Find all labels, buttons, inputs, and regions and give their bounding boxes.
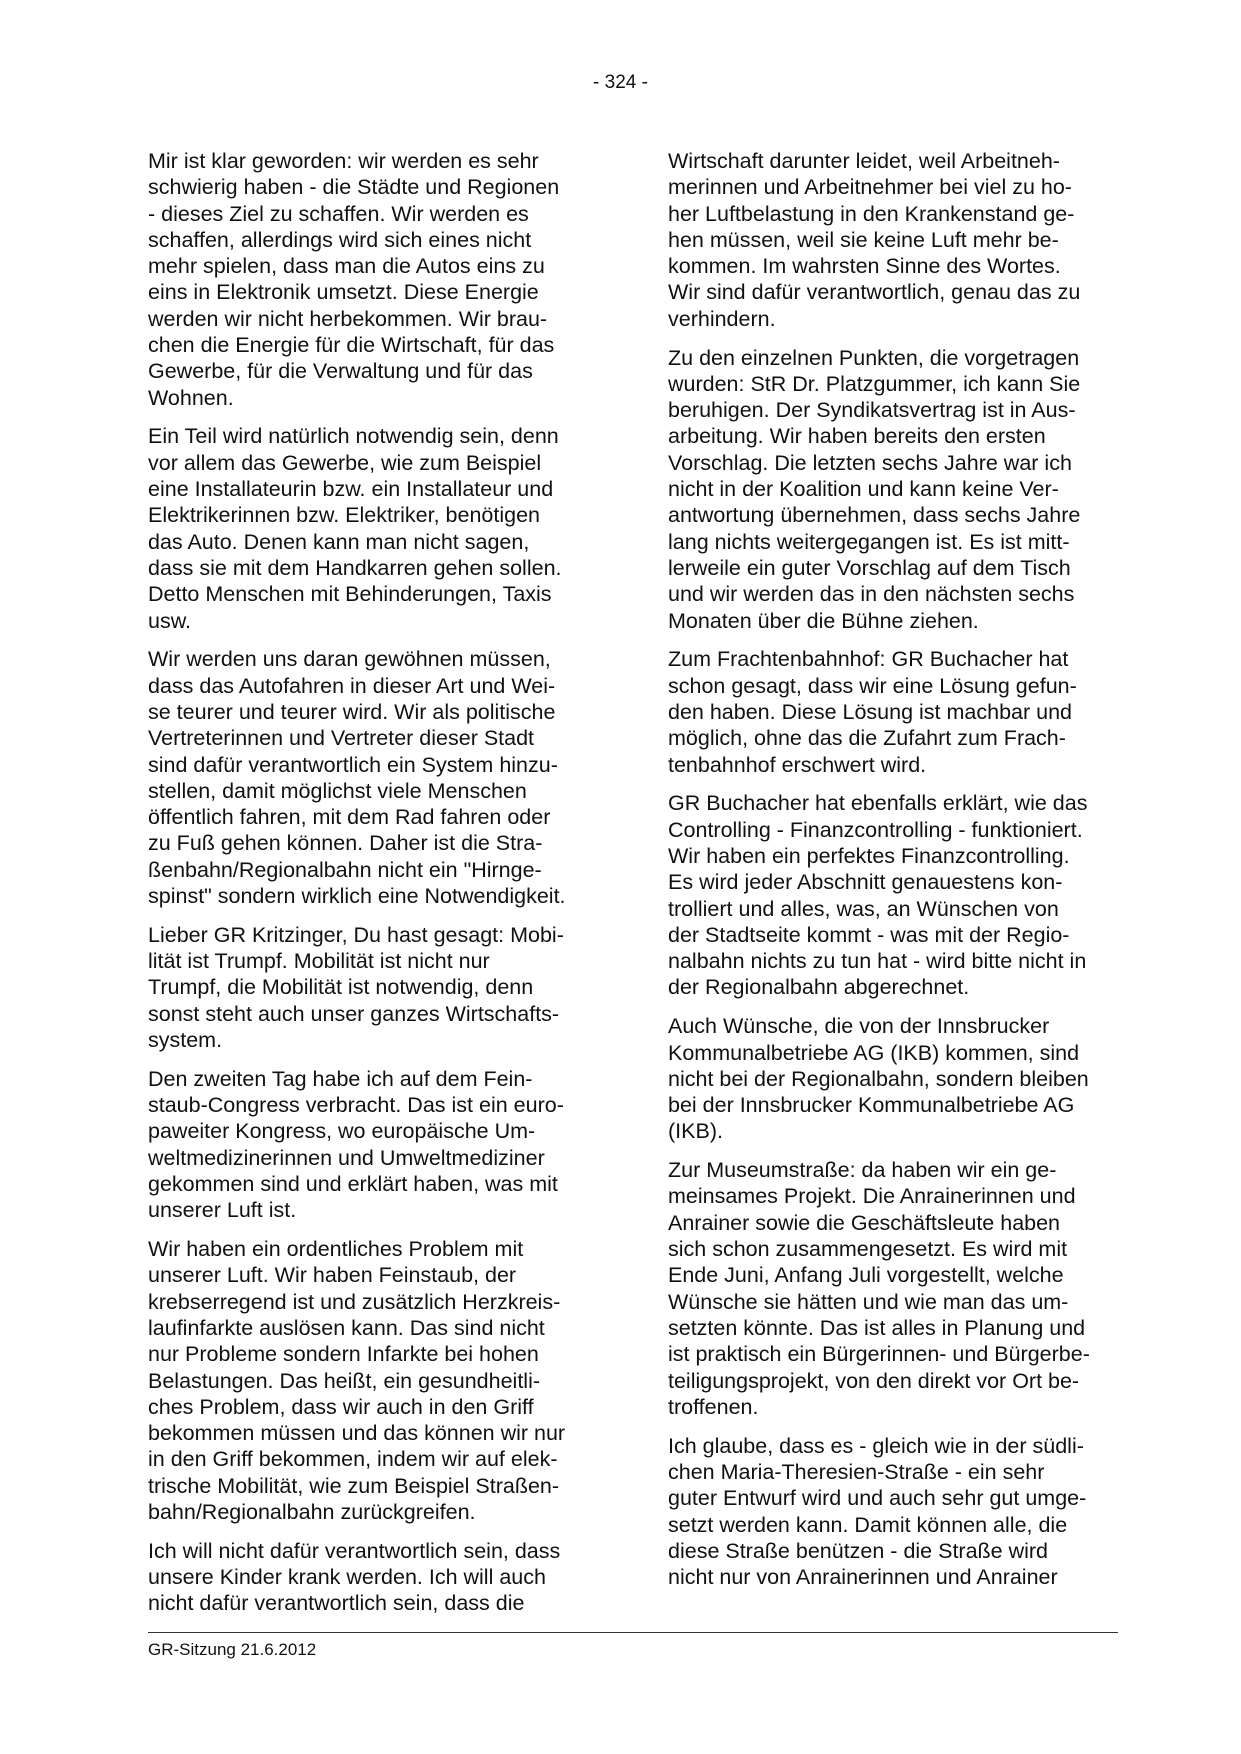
right-column <box>668 148 1118 1603</box>
paragraph: Auch Wünsche, die von der Innsbrucker Kommunalbetriebe AG (IKB) kommen, sind nicht bei der Regionalbahn, sondern bleiben bei der Innsbrucker Kommunalbetriebe AG (IKB). <box>668 1014 1089 1144</box>
footer-divider <box>148 1632 1118 1633</box>
left-column <box>148 148 598 1629</box>
paragraph: Zu den einzelnen Punkten, die vorgetragen wurden: StR Dr. Platzgummer, ich kann Sie beruhigen. Der Syndikatsvertrag ist in Aus- arbeitung. Wir haben bereits den ersten Vorschlag. Die letzten sechs Jahre war ich nicht in der Koalition und kann keine Ver- antwortung übernehmen, dass sechs Jahre lang nichts weitergegangen ist. Es ist mitt- lerweile ein guter Vorschlag auf dem Tisch und wir werden das in den nächsten sechs Monaten über die Bühne ziehen. <box>668 345 1081 633</box>
paragraph: GR Buchacher hat ebenfalls erklärt, wie das Controlling - Finanzcontrolling - funktioniert. Wir haben ein perfektes Finanzcontrolling. Es wird jeder Abschnitt genauestens kon- trolliert und alles, was, an Wünschen von der Stadtseite kommt - was mit der Regio- nalbahn nichts zu tun hat - wird bitte nicht in der Regionalbahn abgerechnet. <box>668 791 1088 1000</box>
paragraph: Den zweiten Tag habe ich auf dem Fein- staub-Congress verbracht. Das ist ein euro- paweiter Kongress, wo europäische Um- weltmedizinerinnen und Umweltmediziner gekommen sind und erklärt haben, was mit unserer Luft ist. <box>148 1066 564 1223</box>
page-number: - 324 - <box>593 72 648 93</box>
footer-text: GR-Sitzung 21.6.2012 <box>148 1640 317 1659</box>
paragraph: Ein Teil wird natürlich notwendig sein, denn vor allem das Gewerbe, wie zum Beispiel eine Installateurin bzw. ein Installateur und Elektrikerinnen bzw. Elektriker, benötigen das Auto. Denen kann man nicht sagen, dass sie mit dem Handkarren gehen sollen. Detto Menschen mit Behinderungen, Taxis usw. <box>148 424 562 633</box>
paragraph: Zur Museumstraße: da haben wir ein ge- meinsames Projekt. Die Anrainerinnen und Anrainer sowie die Geschäftsleute haben sich schon zusammengesetzt. Es wird mit Ende Juni, Anfang Juli vorgestellt, welche Wünsche sie hätten und wie man das um- setzten könnte. Das ist alles in Planung und ist praktisch ein Bürgerinnen- und Bürgerbe- teiligungsprojekt, von den direkt vor Ort be- troffenen. <box>668 1158 1090 1419</box>
paragraph: Ich will nicht dafür verantwortlich sein, dass unsere Kinder krank werden. Ich will auch nicht dafür verantwortlich sein, dass die <box>148 1538 561 1616</box>
paragraph: Wir haben ein ordentliches Problem mit unserer Luft. Wir haben Feinstaub, der krebserregend ist und zusätzlich Herzkreis- laufinfarkte auslösen kann. Das sind nicht nur Probleme sondern Infarkte bei hohen Belastungen. Das heißt, ein gesundheitli- ches Problem, dass wir auch in den Griff bekommen müssen und das können wir nur in den Griff bekommen, indem wir auf elek- trische Mobilität, wie zum Beispiel Straßen- bahn/Regionalbahn zurückgreifen. <box>148 1237 566 1525</box>
paragraph: Wir werden uns daran gewöhnen müssen, dass das Autofahren in dieser Art und Wei- se teurer und teurer wird. Wir als politische Vertreterinnen und Vertreter dieser Stadt sind dafür verantwortlich ein System hinzu- stellen, damit möglichst viele Menschen öffentlich fahren, mit dem Rad fahren oder zu Fuß gehen können. Daher ist die Stra- ßenbahn/Regionalbahn nicht ein "Hirnge- spinst" sondern wirklich eine Notwendigkeit. <box>148 647 566 909</box>
paragraph: Zum Frachtenbahnhof: GR Buchacher hat schon gesagt, dass wir eine Lösung gefun- den haben. Diese Lösung ist machbar und möglich, ohne das die Zufahrt zum Frach- tenbahnhof erschwert wird. <box>668 647 1077 777</box>
paragraph: Ich glaube, dass es - gleich wie in der südli- chen Maria-Theresien-Straße - ein sehr guter Entwurf wird und auch sehr gut umge- setzt werden kann. Damit können alle, die diese Straße benützen - die Straße wird nicht nur von Anrainerinnen und Anrainer <box>668 1433 1087 1590</box>
paragraph: Lieber GR Kritzinger, Du hast gesagt: Mobi- lität ist Trumpf. Mobilität ist nicht nur Trumpf, die Mobilität ist notwendig, denn sonst steht auch unser ganzes Wirtschafts- system. <box>148 922 564 1052</box>
paragraph: Mir ist klar geworden: wir werden es sehr schwierig haben - die Städte und Regionen - dieses Ziel zu schaffen. Wir werden es schaffen, allerdings wird sich eines nicht mehr spielen, dass man die Autos eins zu eins in Elektronik umsetzt. Diese Energie werden wir nicht herbekommen. Wir brau- chen die Energie für die Wirtschaft, für das Gewerbe, für die Verwaltung und für das Wohnen. <box>148 149 560 410</box>
paragraph: Wirtschaft darunter leidet, weil Arbeitneh- merinnen und Arbeitnehmer bei viel zu ho- her Luftbelastung in den Krankenstand ge- hen müssen, weil sie keine Luft mehr be- kommen. Im wahrsten Sinne des Wortes. Wir sind dafür verantwortlich, genau das zu verhindern. <box>668 149 1081 331</box>
